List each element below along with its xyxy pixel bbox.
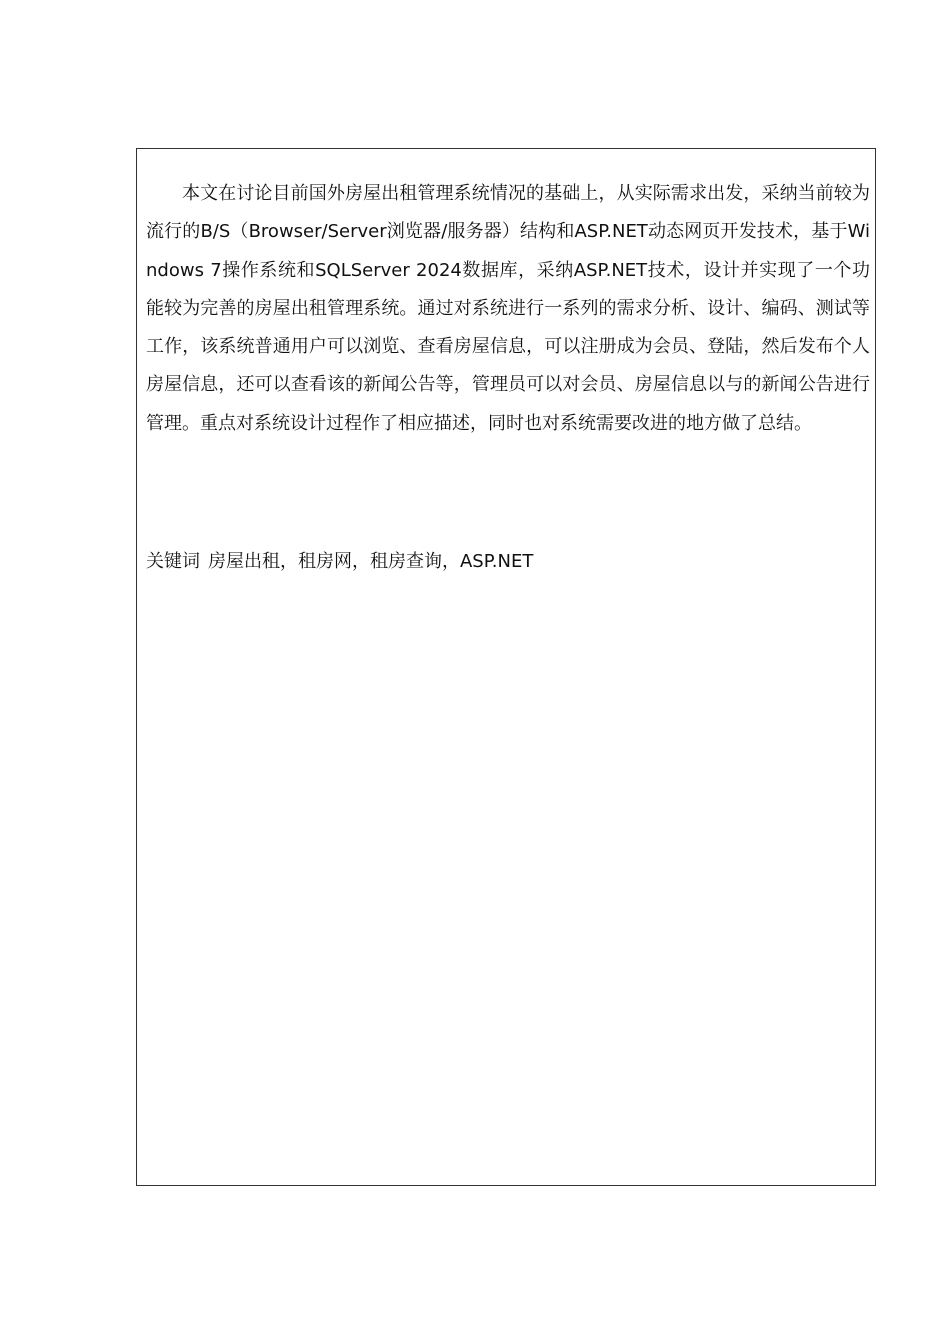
keywords-label: 关键词	[146, 551, 200, 572]
abstract-paragraph: 本文在讨论目前国外房屋出租管理系统情况的基础上，从实际需求出发，采纳当前较为流行的B/S（Browser/Server浏览器/服务器）结构和ASP.NET动态网页开发技术，基于Windows 7操作系统和SQLServer 2024数据库，采纳ASP.NET技术，设计并实现了一个功能较为完善的房屋出租管理系统。通过对系统进行一系列的需求分析、设计、编码、测试等工作，该系统普通用户可以浏览、查看房屋信息，可以注册成为会员、登陆，然后发布个人房屋信息，还可以查看该的新闻公告等，管理员可以对会员、房屋信息以与的新闻公告进行管理。重点对系统设计过程作了相应描述，同时也对系统需要改进的地方做了总结。	[146, 183, 870, 434]
keywords-value: 房屋出租，租房网，租房查询，ASP.NET	[208, 551, 534, 572]
abstract-frame	[136, 148, 876, 1186]
keywords-line	[146, 543, 533, 581]
